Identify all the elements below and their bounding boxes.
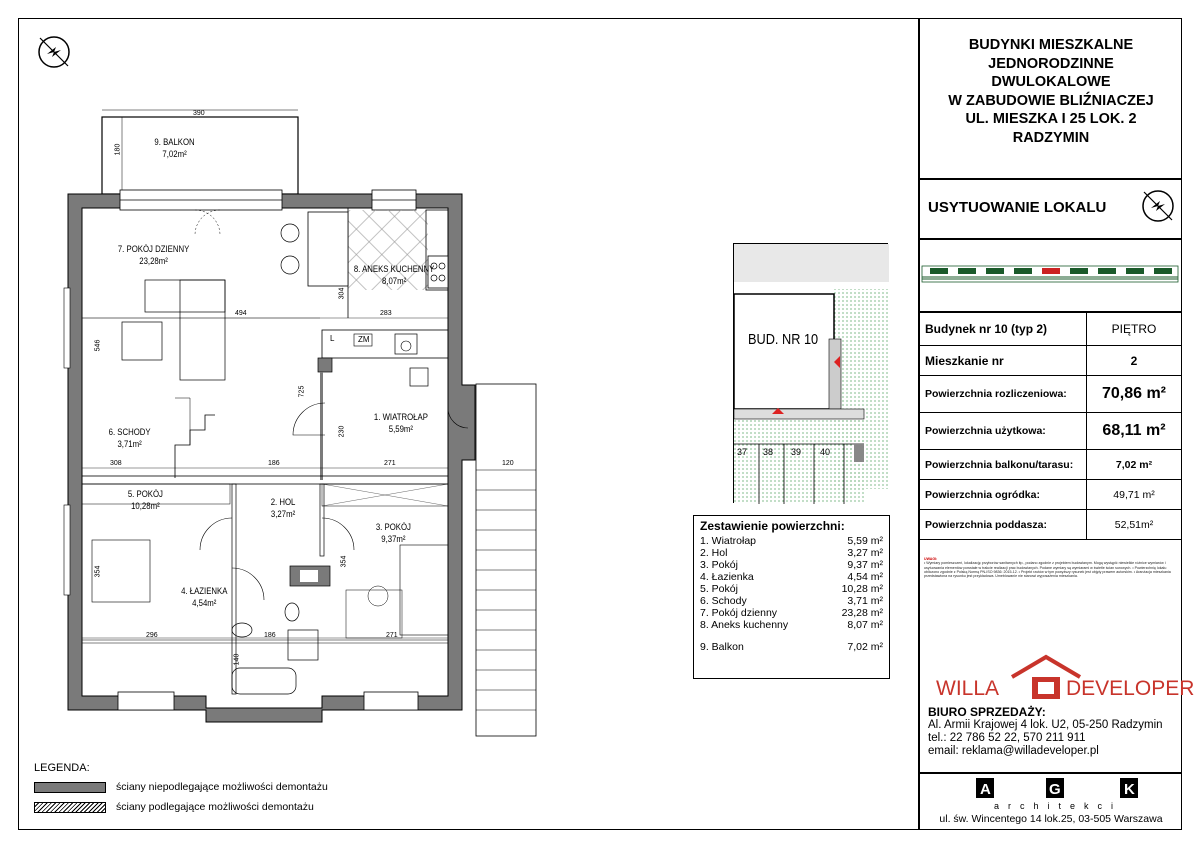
logo-text-left: WILLA xyxy=(936,677,1000,700)
buildings-strip xyxy=(922,262,1178,292)
dim-label: 296 xyxy=(146,632,158,639)
room-label-living-room: 7. POKÓJ DZIENNY 23,28m² xyxy=(117,244,190,267)
location-subtitle: USYTUOWANIE LOKALU xyxy=(928,199,1107,216)
summary-row: 1. Wiatrołap 5,59 m² xyxy=(700,535,883,547)
info-row: Powierzchnia użytkowa: 68,11 m² xyxy=(919,413,1182,450)
summary-title: Zestawienie powierzchni: xyxy=(700,519,845,533)
summary-row: 6. Schody 3,71 m² xyxy=(700,595,883,607)
site-plan-drawing xyxy=(734,244,889,504)
dim-label: 271 xyxy=(384,460,396,467)
plot-number: 39 xyxy=(791,447,802,457)
agk-logo xyxy=(972,778,1142,800)
summary-row: 4. Łazienka 4,54 m² xyxy=(700,571,883,583)
plot-number: 37 xyxy=(737,447,748,457)
legend-label: ściany niepodlegające możliwości demontażu xyxy=(116,781,328,793)
dim-label: 186 xyxy=(264,632,276,639)
legend-title: LEGENDA: xyxy=(34,762,90,774)
dim-label: 546 xyxy=(94,339,102,352)
dim-label: 186 xyxy=(268,460,280,467)
fixture-label: L xyxy=(330,334,335,343)
site-building-label: BUD. NR 10 xyxy=(748,331,819,348)
plot-number: 38 xyxy=(763,447,774,457)
dim-label: 390 xyxy=(193,110,205,117)
dim-label: 354 xyxy=(340,555,348,568)
summary-row: 3. Pokój 9,37 m² xyxy=(700,559,883,571)
legend-swatch xyxy=(34,802,106,813)
willa-developer-logo xyxy=(932,655,1195,705)
summary-row: 5. Pokój 10,28 m² xyxy=(700,583,883,595)
summary-row: 2. Hol 3,27 m² xyxy=(700,547,883,559)
dim-label: 494 xyxy=(235,310,247,317)
legend-swatch xyxy=(34,782,106,793)
divider xyxy=(918,772,1182,774)
room-label-vestibule: 1. WIATROŁAP 5,59m² xyxy=(373,412,428,435)
project-title: BUDYNKI MIESZKALNE JEDNORODZINNE DWULOKALOWE W ZABUDOWIE BLIŹNIACZEJ UL. MIESZKA I 25 LOK. 2 RADZYMIN xyxy=(948,37,1154,146)
summary-row: 8. Aneks kuchenny 8,07 m² xyxy=(700,619,883,631)
info-row: Powierzchnia ogródka: 49,71 m² xyxy=(919,480,1182,510)
room-label-kitchenette: 8. ANEKS KUCHENNY 8,07m² xyxy=(353,264,435,287)
dim-label: 271 xyxy=(386,632,398,639)
info-row: Mieszkanie nr 2 xyxy=(919,346,1182,376)
area-summary xyxy=(693,515,890,679)
room-label-balcony: 9. BALKON 7,02m² xyxy=(154,137,195,160)
dim-label: 283 xyxy=(380,310,392,317)
architect-word: architekci xyxy=(993,801,1122,811)
site-plan xyxy=(733,243,888,503)
email-link[interactable]: email: reklama@willadeveloper.pl xyxy=(928,745,1099,757)
room-label-stairs: 6. SCHODY 3,71m² xyxy=(108,427,151,450)
north-arrow-icon xyxy=(1138,186,1178,226)
room-label-hall: 2. HOL 3,27m² xyxy=(270,497,296,520)
notes: UWAGI: • Wymiary pomieszczeń, lokalizację przyborów sanitarnych itp., podano zgodnie z projektem budowlanym. Mogą wystąpić niewielkie różnice wymiarów i usytuowania elementów powstałe w trakcie realizacji prac budowlanych. Podane wymiary są wymiarami w świetle ścian surowych. • Powierzchnię lokalu obliczono zgodnie z Polską Normą PN-ISO 9836: 2015-12. • Projekt rzutów w tym powyższy rysunek jest objęty prawem autorskim. • Aranżacja mieszkania przedstawiona na rysunku jest przykładowa. Umeblowanie nie stanowi wyposażenia mieszkania. xyxy=(924,557,1171,579)
info-row: Powierzchnia balkonu/tarasu: 7,02 m² xyxy=(919,450,1182,480)
apartment-info-table xyxy=(918,311,1182,540)
logo-text-right: DEVELOPER xyxy=(1066,677,1195,700)
info-row: Budynek nr 10 (typ 2) PIĘTRO xyxy=(919,312,1182,346)
legend-label: ściany podlegające możliwości demontażu xyxy=(116,801,314,813)
dim-label: 140 xyxy=(233,653,241,666)
dim-label: 230 xyxy=(338,425,346,438)
architect-address: ul. św. Wincentego 14 lok.25, 03-505 Warszawa xyxy=(939,813,1163,825)
dim-label: 304 xyxy=(338,287,346,300)
dim-label: 354 xyxy=(94,565,102,578)
legend-item-permanent xyxy=(34,781,328,793)
room-label-bathroom: 4. ŁAZIENKA 4,54m² xyxy=(181,586,228,609)
dim-label: 725 xyxy=(298,385,306,398)
summary-row: 7. Pokój dzienny 23,28 m² xyxy=(700,607,883,619)
dim-label: 308 xyxy=(110,460,122,467)
sales-office: BIURO SPRZEDAŻY: Al. Armii Krajowej 4 lok. U2, 05-250 Radzymin tel.: 22 786 52 22, 570 211 911 email: reklama@willadeveloper.pl xyxy=(928,705,1163,757)
dim-label: 120 xyxy=(502,460,514,467)
info-row: Powierzchnia poddasza: 52,51m² xyxy=(919,510,1182,540)
summary-row-balcony: 9. Balkon 7,02 m² xyxy=(700,641,883,653)
svg-text:K: K xyxy=(1124,781,1135,798)
svg-text:G: G xyxy=(1049,781,1061,798)
dim-label: 180 xyxy=(114,143,122,156)
room-label-room-5: 5. POKÓJ 10,28m² xyxy=(127,489,163,512)
info-row: Powierzchnia rozliczeniowa: 70,86 m² xyxy=(919,376,1182,413)
divider xyxy=(918,238,1182,240)
svg-text:A: A xyxy=(980,781,991,798)
plot-number: 40 xyxy=(820,447,831,457)
divider xyxy=(918,178,1182,180)
legend-item-removable xyxy=(34,801,314,813)
room-label-room-3: 3. POKÓJ 9,37m² xyxy=(375,522,411,545)
fixture-label: ZM xyxy=(358,335,370,344)
